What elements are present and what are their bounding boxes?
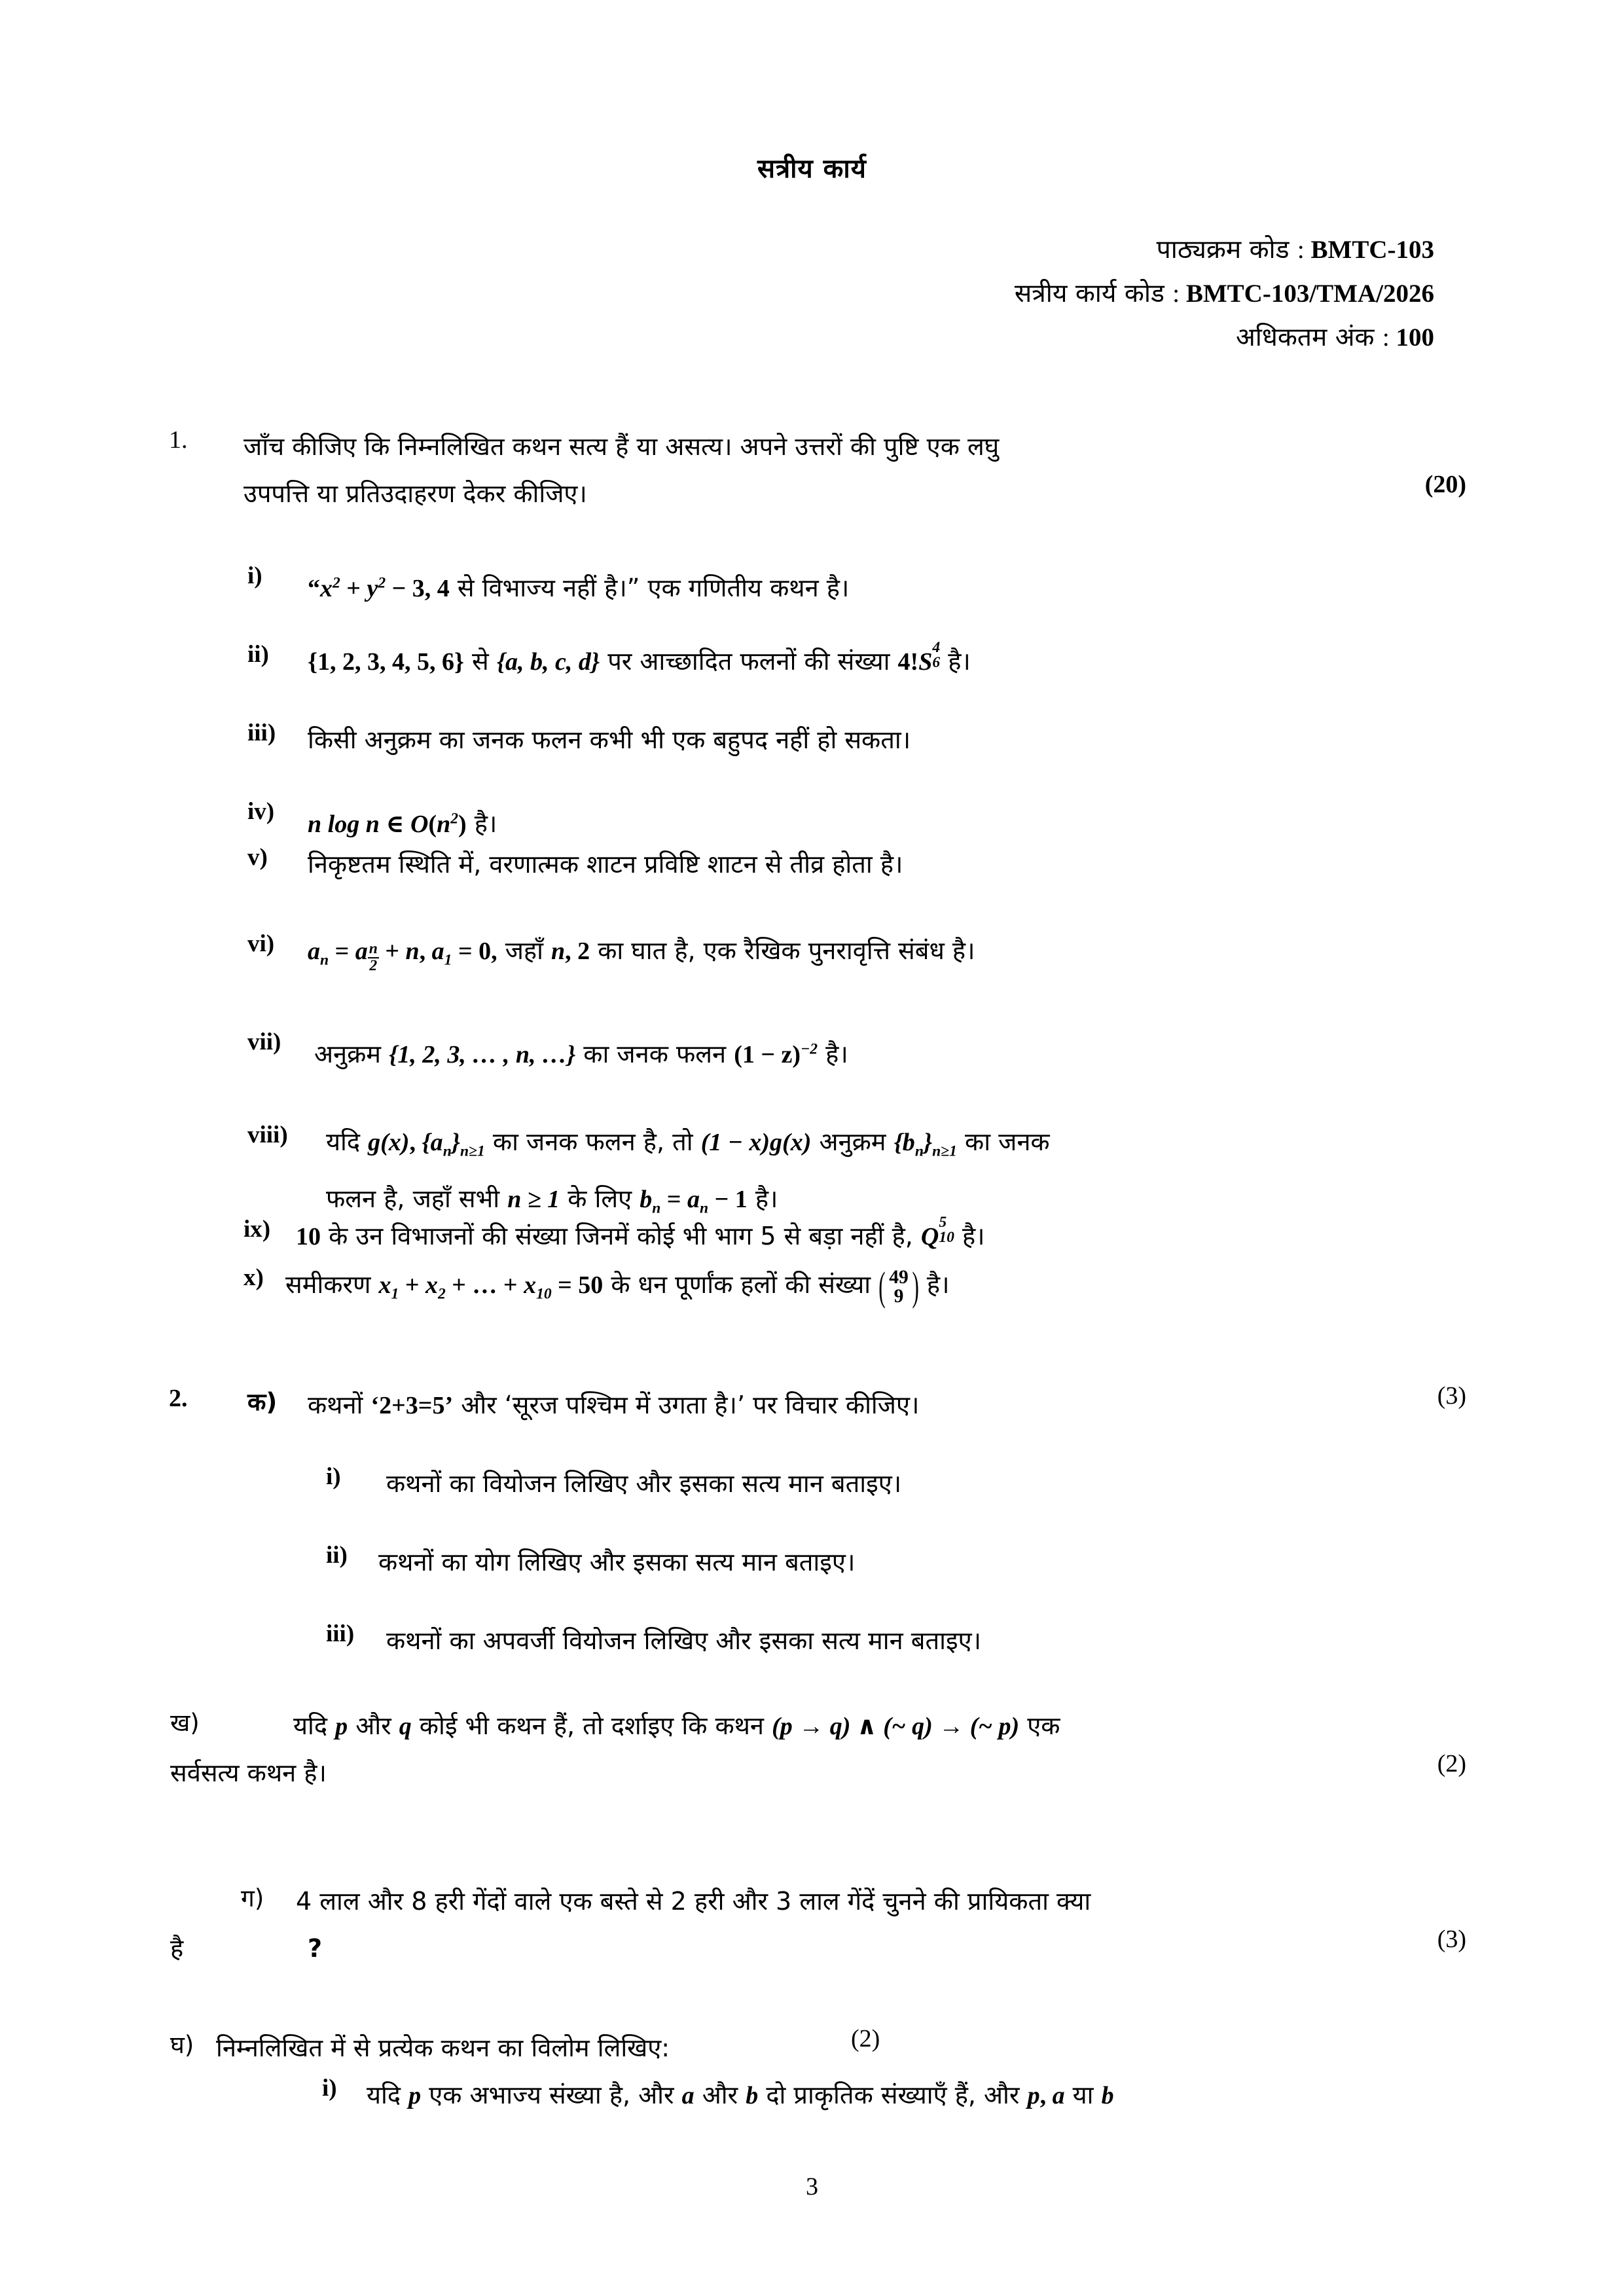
q2-gha-i-pre: यदि xyxy=(367,2081,409,2109)
q1-x-binom-top: ( 49 xyxy=(889,1267,909,1288)
q2-part-ga-line-2b: ? xyxy=(308,1934,323,1963)
q2-gha-i-mid2: और xyxy=(694,2081,746,2109)
q1-iv-paren-close: ) xyxy=(458,810,467,838)
q1-vii-pre: अनुक्रम xyxy=(314,1039,389,1068)
q1-iv-paren-open: ( xyxy=(428,810,437,838)
q1-vi-a2: a xyxy=(355,938,368,965)
q1-viii-seqb-cond: n≥1 xyxy=(932,1142,957,1160)
assignment-code-label: सत्रीय कार्य कोड xyxy=(1014,279,1164,308)
q1-x-x10-sub: 10 xyxy=(536,1285,552,1303)
q1-vi-fraction-n-over-2 xyxy=(368,941,379,974)
q2-gha-i-a2: a xyxy=(1052,2082,1065,2109)
q1-item-vi-label: vi) xyxy=(247,930,275,957)
q2-part-ga-line-2a: है xyxy=(170,1934,184,1963)
q1-vi-eq: = xyxy=(329,938,355,965)
q1-iv-in: ∈ xyxy=(379,810,410,838)
q2-part-gha-label: घ) xyxy=(170,2031,194,2059)
q1-i-op1: + xyxy=(340,574,367,602)
q2-gha-i-b2: b xyxy=(1101,2082,1114,2109)
q2-part-kha-label: ख) xyxy=(170,1709,200,1737)
q1-vi-mid: जहाँ xyxy=(497,936,551,965)
q1-ii-tail: है। xyxy=(940,647,971,676)
q1-vi-frac-den: 2 xyxy=(369,957,378,974)
q2-part-ga-line-1: 4 लाल और 8 हरी गेंदों वाले एक बस्ते से 2 हरी और 3 लाल गेंदें चुनने की प्रायिकता क्या xyxy=(296,1887,1091,1916)
q1-viii-mid2: अनुक्रम xyxy=(811,1127,894,1156)
q1-i-y-exp: 2 xyxy=(378,574,386,591)
q2-ka-sub-i-label: i) xyxy=(326,1463,341,1490)
q1-viii-bn-eq: = xyxy=(660,1185,687,1213)
q2-part-ga-marks: (3) xyxy=(1437,1925,1466,1953)
q1-x-binomial-coefficient xyxy=(878,1268,919,1306)
q1-vii-genfunc-exp: −2 xyxy=(801,1040,818,1057)
q2-gha-i-mid4: , xyxy=(1039,2082,1053,2109)
q1-iv-n: n xyxy=(437,810,451,838)
q1-ii-set2: {a, b, c, d} xyxy=(496,648,600,676)
max-marks-label: अधिकतम अंक xyxy=(1235,323,1375,352)
q1-viii-gx: g(x) xyxy=(368,1129,410,1156)
q1-vi-tail: का घात है, एक रैखिक पुनरावृत्ति संबंध है। xyxy=(590,936,975,965)
q1-viii-l2-mid: के लिए xyxy=(560,1184,640,1213)
q1-ix-ten: 10 xyxy=(296,1223,321,1250)
q1-ii-S-indices xyxy=(932,640,940,671)
q2-part-ka-label: क) xyxy=(247,1388,278,1416)
q2-part-ka-text xyxy=(308,1381,1329,1429)
q1-viii-seqa-close: } xyxy=(451,1129,461,1156)
q2-gha-i-a: a xyxy=(681,2082,695,2109)
q1-i-x: x xyxy=(320,574,333,602)
q1-vi-eq2: = 0, xyxy=(452,938,497,965)
q2-part-kha-line-2: सर्वसत्य कथन है। xyxy=(170,1758,327,1787)
q2-ka-sub-i-text: कथनों का वियोजन लिखिए और इसका सत्य मान बताइए। xyxy=(386,1469,902,1498)
question-1-stem-line-2: उपपत्ति या प्रतिउदाहरण देकर कीजिए। xyxy=(244,479,587,508)
q1-viii-seqa-sub: n xyxy=(442,1142,452,1160)
q1-item-vi-text xyxy=(308,927,1434,984)
q2-ka-mid: और xyxy=(453,1391,505,1419)
q2-ka-pre: कथनों xyxy=(308,1391,371,1419)
q1-x-rhs: = 50 xyxy=(551,1271,604,1299)
q1-ii-S-sup: 4 xyxy=(932,638,941,656)
q1-viii-an-sub: n xyxy=(700,1199,709,1217)
course-code-line xyxy=(1015,228,1434,272)
assignment-header-codes xyxy=(1015,228,1434,359)
question-1-marks: (20) xyxy=(1424,471,1466,498)
q1-item-viii-label: viii) xyxy=(247,1121,288,1148)
max-marks-value: 100 xyxy=(1396,323,1434,352)
q2-gha-i-p: p xyxy=(408,2082,422,2109)
question-2-number: 2. xyxy=(169,1385,188,1412)
q1-x-binom-bottom: 9 xyxy=(893,1286,904,1307)
q1-item-vii-text xyxy=(314,1025,1427,1078)
q2-part-gha-marks: (2) xyxy=(851,2025,880,2052)
q1-x-pre: समीकरण xyxy=(285,1270,379,1299)
q1-iv-tail: है। xyxy=(466,809,497,838)
q1-vi-two: 2 xyxy=(577,938,590,965)
q1-viii-seqa-open: {a xyxy=(422,1129,443,1156)
question-1-stem xyxy=(244,423,1369,517)
q1-x-x2: x xyxy=(425,1271,438,1299)
q1-viii-seqb-close: } xyxy=(923,1129,933,1156)
q1-item-x-text xyxy=(285,1261,1451,1318)
assignment-code-value: BMTC-103/TMA/2026 xyxy=(1185,280,1434,308)
course-code-label: पाठ्यक्रम कोड xyxy=(1156,235,1290,264)
q1-vi-frac-num: n xyxy=(369,940,378,958)
q1-item-ii-text xyxy=(308,638,1420,685)
q2-part-kha-line-1 xyxy=(293,1702,1471,1750)
q1-viii-an-tail: − 1 xyxy=(708,1185,748,1213)
page-number: 3 xyxy=(806,2173,818,2200)
q1-ii-mid2: पर आच्छादित फलनों की संख्या xyxy=(600,647,898,676)
question-1-stem-line-1: जाँच कीजिए कि निम्नलिखित कथन सत्य हैं या असत्य। अपने उत्तरों की पुष्टि एक लघु xyxy=(244,432,1000,461)
question-1-number: 1. xyxy=(169,426,188,454)
q1-viii-l2-pre: फलन है, जहाँ सभी xyxy=(326,1184,508,1213)
q1-ix-Q: Q xyxy=(920,1223,939,1250)
q1-vii-sequence: {1, 2, 3, … , n, …} xyxy=(389,1040,576,1068)
q1-item-ii-label: ii) xyxy=(247,641,269,668)
q1-x-tail: है। xyxy=(918,1270,950,1299)
q1-item-iii-label: iii) xyxy=(247,720,276,746)
q2-ka-sub-iii-label: iii) xyxy=(326,1620,355,1647)
q1-iv-n-exp: 2 xyxy=(450,810,458,827)
q2-part-kha-marks: (2) xyxy=(1437,1750,1466,1777)
q1-ii-S-sub: 6 xyxy=(932,654,941,672)
max-marks-line xyxy=(1015,316,1434,359)
q1-vi-plus: + xyxy=(378,938,406,965)
q2-kha-mid2: कोई भी कथन हैं, तो दर्शाइए कि कथन xyxy=(411,1711,772,1740)
q1-i-op2: − 3, xyxy=(386,574,437,602)
q1-viii-bn-sub: n xyxy=(652,1199,661,1217)
assignment-code-separator: : xyxy=(1172,280,1180,308)
q1-x-plus2: + … + xyxy=(445,1271,524,1299)
q1-ix-Q-indices xyxy=(939,1215,954,1246)
q1-x-plus1: + xyxy=(399,1271,425,1299)
q1-vi-comma: , xyxy=(419,938,432,965)
q1-item-ix-label: ix) xyxy=(244,1216,271,1243)
q1-i-four: 4 xyxy=(437,574,450,602)
q1-item-v-text: निकृष्टतम स्थिति में, वरणात्मक शाटन प्रविष्टि शाटन से तीव्र होता है। xyxy=(308,850,903,879)
q2-ka-statement-1: ‘2+3=5’ xyxy=(370,1392,454,1419)
q2-kha-pre: यदि xyxy=(293,1711,336,1740)
q1-viii-an: a xyxy=(687,1185,700,1213)
course-code-separator: : xyxy=(1297,236,1305,264)
q1-ix-tail: है। xyxy=(954,1222,985,1250)
q2-gha-i-b: b xyxy=(746,2082,759,2109)
q1-ix-Q-sup: 5 xyxy=(939,1213,947,1231)
q2-gha-i-mid5: या xyxy=(1064,2081,1102,2109)
max-marks-separator: : xyxy=(1382,323,1390,352)
q2-ka-end: पर विचार कीजिए। xyxy=(745,1391,920,1419)
q2-kha-formula: (p → q) ∧ (~ q) → (~ p) xyxy=(772,1713,1020,1740)
q2-gha-sub-i-label: i) xyxy=(322,2075,337,2102)
q1-viii-pre: यदि xyxy=(326,1127,369,1156)
q1-vii-genfunc: (1 − z) xyxy=(734,1040,801,1068)
q1-i-quote-open: “ xyxy=(308,574,320,602)
q2-kha-end: एक xyxy=(1019,1711,1060,1740)
q1-vi-a: a xyxy=(308,938,320,965)
q2-ka-sub-ii-label: ii) xyxy=(326,1542,348,1569)
q2-ka-statement-2: ‘सूरज पश्चिम में उगता है।’ xyxy=(504,1391,746,1419)
course-code-value: BMTC-103 xyxy=(1310,236,1434,264)
q2-kha-p: p xyxy=(335,1713,348,1740)
q1-x-x10: x xyxy=(524,1271,537,1299)
q2-kha-mid: और xyxy=(348,1711,399,1740)
q1-viii-c1: , xyxy=(409,1129,422,1156)
q1-viii-expr: (1 − x)g(x) xyxy=(700,1129,812,1156)
q1-x-mid: के धन पूर्णांक हलों की संख्या xyxy=(603,1270,879,1299)
q2-part-ga-label: ग) xyxy=(241,1884,264,1912)
q1-vi-mid2: , xyxy=(565,938,578,965)
q2-gha-sub-i-text xyxy=(367,2071,1519,2119)
q1-ii-S: S xyxy=(918,648,933,676)
q1-item-iii-text: किसी अनुक्रम का जनक फलन कभी भी एक बहुपद नहीं हो सकता। xyxy=(308,725,911,754)
q1-i-x-exp: 2 xyxy=(333,574,340,591)
q1-iv-bigO: O xyxy=(410,810,429,838)
q1-viii-mid: का जनक फलन है, तो xyxy=(484,1127,701,1156)
q1-item-i-text xyxy=(308,559,1420,612)
q1-item-x-label: x) xyxy=(244,1264,264,1291)
q1-x-x1: x xyxy=(378,1271,391,1299)
q1-ix-Q-sub: 10 xyxy=(939,1229,954,1247)
q2-gha-i-p2: p xyxy=(1027,2082,1040,2109)
q1-viii-seqb-sub: n xyxy=(914,1142,924,1160)
q1-viii-seqa-cond: n≥1 xyxy=(460,1142,485,1160)
q1-x-x1-sub: 1 xyxy=(391,1285,399,1303)
q2-kha-q: q xyxy=(399,1713,412,1740)
q1-iv-nlogn: n log n xyxy=(308,810,380,838)
q1-x-x2-sub: 2 xyxy=(437,1285,446,1303)
q1-vi-a-sub: n xyxy=(320,951,329,969)
q2-ka-sub-iii-text: कथनों का अपवर्जी वियोजन लिखिए और इसका सत्य मान बताइए। xyxy=(386,1626,982,1655)
q1-i-y: y xyxy=(367,574,378,602)
q1-ii-factorial: 4! xyxy=(897,648,919,676)
q1-viii-end: का जनक xyxy=(956,1127,1050,1156)
q1-vii-mid: का जनक फलन xyxy=(575,1039,734,1068)
q1-viii-bn: b xyxy=(640,1185,653,1213)
q1-vi-a3-sub: 1 xyxy=(444,951,452,969)
q1-item-v-label: v) xyxy=(247,844,268,871)
q1-vii-tail: है। xyxy=(818,1039,848,1068)
q1-item-iv-label: iv) xyxy=(247,798,275,825)
q1-vi-n: n xyxy=(405,938,420,965)
q1-viii-l2-end: है। xyxy=(747,1184,778,1213)
q1-viii-line-1 xyxy=(326,1118,1478,1175)
q1-item-vii-label: vii) xyxy=(247,1029,281,1055)
q1-vi-n2: n xyxy=(550,938,566,965)
q1-ii-set1: {1, 2, 3, 4, 5, 6} xyxy=(308,648,464,676)
q1-item-i-label: i) xyxy=(247,562,262,589)
assignment-code-line xyxy=(1015,272,1434,316)
q1-vi-a3: a xyxy=(431,938,444,965)
q1-item-ix-text xyxy=(296,1212,1448,1260)
q2-ka-sub-ii-text: कथनों का योग लिखिए और इसका सत्य मान बताइए। xyxy=(378,1548,856,1576)
q2-part-ka-marks: (3) xyxy=(1437,1382,1466,1410)
q1-item-iv-text xyxy=(308,795,1420,848)
q1-viii-seqb-open: {b xyxy=(893,1129,915,1156)
q2-gha-i-mid1: एक अभाज्य संख्या है, और xyxy=(421,2081,682,2109)
q2-gha-i-mid3: दो प्राकृतिक संख्याएँ हैं, और xyxy=(758,2081,1028,2109)
q1-i-tail: से विभाज्य नहीं है।” एक गणितीय कथन है। xyxy=(449,573,850,602)
q1-viii-cond: n ≥ 1 xyxy=(507,1185,560,1213)
q1-ii-mid1: से xyxy=(463,647,497,676)
page-title: सत्रीय कार्य xyxy=(757,154,867,184)
q1-ix-body: के उन विभाजनों की संख्या जिनमें कोई भी भाग 5 से बड़ा नहीं है, xyxy=(321,1222,921,1250)
q2-part-gha-text: निम्नलिखित में से प्रत्येक कथन का विलोम लिखिए: xyxy=(216,2033,670,2062)
